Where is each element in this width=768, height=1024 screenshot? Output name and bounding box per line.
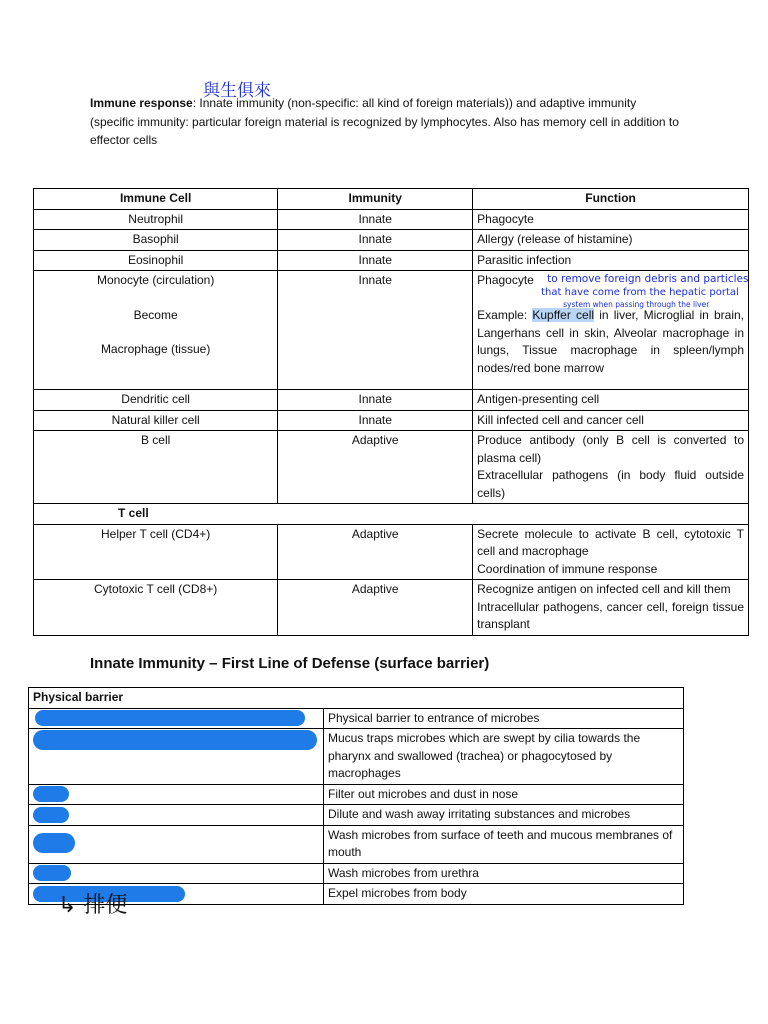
cell-immunity: Adaptive [278, 524, 473, 580]
cell-function: Kill infected cell and cancer cell [473, 410, 749, 431]
cell-name: Helper T cell (CD4+) [34, 524, 278, 580]
cell-function: Antigen-presenting cell [473, 390, 749, 411]
header-function: Function [473, 189, 749, 210]
macrophage-line: Macrophage (tissue) [100, 342, 211, 356]
intro-text: : Innate immunity (non-specific: all kind of foreign materials)) and adaptive immunity (specific immunity: particular foreign material is recognized by lymphocytes. Also has memory cell in addition to effector cells [90, 96, 679, 147]
table-row [29, 729, 684, 785]
barrier-function: Wash microbes from urethra [324, 863, 684, 884]
redaction-mark [33, 833, 75, 853]
cell-name: Dendritic cell [34, 390, 278, 411]
become-line: Become [133, 307, 178, 322]
header-immunity: Immunity [278, 189, 473, 210]
tcell-header: T cell [34, 504, 749, 525]
table-row [29, 708, 684, 729]
cell-function: Produce antibody (only B cell is converted to plasma cell) Extracellular pathogens (in body fluid outside cells) [473, 431, 749, 504]
cell-function: Recognize antigen on infected cell and kill them Intracellular pathogens, cancer cell, foreign tissue transplant [473, 580, 749, 636]
handwritten-note-intro: 與生俱來 [203, 81, 271, 101]
table-row [29, 805, 684, 826]
redacted-cell [29, 729, 324, 785]
barrier-function: Filter out microbes and dust in nose [324, 784, 684, 805]
header-immune-cell: Immune Cell [34, 189, 278, 210]
cell-immunity: Adaptive [278, 431, 473, 504]
redacted-cell [29, 863, 324, 884]
cell-function: Allergy (release of histamine) [473, 230, 749, 251]
redaction-mark [33, 786, 69, 802]
cell-function: Secrete molecule to activate B cell, cytotoxic T cell and macrophage Coordination of immune response [473, 524, 749, 580]
cell-immunity: Innate [278, 390, 473, 411]
cell-function: Parasitic infection [473, 250, 749, 271]
cell-name: Basophil [34, 230, 278, 251]
cell-function [473, 271, 749, 390]
table-row [34, 209, 749, 230]
cell-immunity: Innate [278, 410, 473, 431]
cell-name [34, 271, 278, 390]
cell-immunity: Adaptive [278, 580, 473, 636]
cell-name: B cell [34, 431, 278, 504]
redacted-cell [29, 805, 324, 826]
redacted-cell [29, 784, 324, 805]
section-title: Innate Immunity – First Line of Defense (surface barrier) [90, 655, 490, 672]
macrophage-example: Example: Kupffer cell in liver, Microglial in brain, Langerhans cell in skin, Alveolar macrophage in lungs, Tissue macrophage in spleen/lymph nodes/red bone marrow [477, 308, 745, 375]
redaction-mark [33, 807, 69, 823]
table-row-helper [34, 524, 749, 580]
table-row [34, 390, 749, 411]
table-row [34, 230, 749, 251]
cell-immunity: Innate [278, 250, 473, 271]
handwritten-note-1: to remove foreign debris and particles [547, 273, 749, 285]
table-row [34, 410, 749, 431]
intro-paragraph [90, 94, 680, 150]
cell-function: Phagocyte [473, 209, 749, 230]
barrier-function: Physical barrier to entrance of microbes [324, 708, 684, 729]
barrier-header-row [29, 688, 684, 709]
handwritten-bottom-note: ↳ 排便 [58, 893, 128, 918]
barrier-function: Expel microbes from body [324, 884, 684, 905]
table-row-cytotoxic [34, 580, 749, 636]
cell-name: Eosinophil [34, 250, 278, 271]
redaction-mark [33, 730, 317, 750]
handwritten-note-2: that have come from the hepatic portal [541, 287, 739, 298]
cell-immunity: Innate [278, 230, 473, 251]
intro-label: Immune response [90, 96, 193, 110]
phagocyte-line: Phagocyte [477, 273, 534, 287]
cell-immunity: Innate [278, 271, 473, 390]
table-row [29, 825, 684, 863]
redaction-mark [35, 710, 305, 726]
cell-immunity: Innate [278, 209, 473, 230]
barrier-function: Mucus traps microbes which are swept by cilia towards the pharynx and swallowed (trachea) or phagocytosed by macrophages [324, 729, 684, 785]
redacted-cell [29, 825, 324, 863]
handwritten-note-3: system when passing through the liver [563, 300, 710, 309]
table-row [29, 863, 684, 884]
barrier-function: Dilute and wash away irritating substances and microbes [324, 805, 684, 826]
table-row-monocyte [34, 271, 749, 390]
immune-cell-table [33, 188, 749, 636]
table-header-row [34, 189, 749, 210]
table-row [34, 250, 749, 271]
physical-barrier-table [28, 687, 684, 905]
table-row-tcell-header [34, 504, 749, 525]
kupffer-highlight: Kupffer cell [532, 308, 595, 322]
cell-name: Neutrophil [34, 209, 278, 230]
cell-name: Cytotoxic T cell (CD8+) [34, 580, 278, 636]
redaction-mark [33, 865, 71, 881]
barrier-header: Physical barrier [29, 688, 684, 709]
monocyte-line: Monocyte (circulation) [96, 273, 215, 287]
barrier-function: Wash microbes from surface of teeth and mucous membranes of mouth [324, 825, 684, 863]
cell-name: Natural killer cell [34, 410, 278, 431]
redacted-cell [29, 708, 324, 729]
table-row-bcell [34, 431, 749, 504]
table-row [29, 784, 684, 805]
